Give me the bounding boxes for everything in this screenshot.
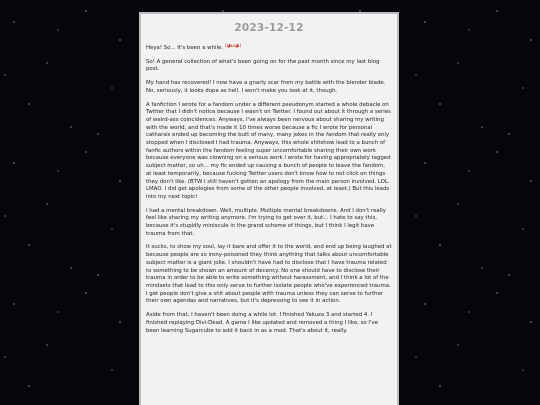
post-paragraph: It sucks, to show my soul, lay it bare and offer it to the world, and end up being laughed at because people are so irony-poisoned they think anything that talks about uncomfortable subject matter is a giant joke. I shouldn't have had to disclose that I have trauma related to something to be shown an amount of decency. No one should have to disclose their trauma in order to be able to write something without harassment, and I think a lot of the mindsets that lead to this only serve to further isolate people who've experienced trauma. I get people don't give a shit about people with trauma unless they can serve to further their own agendas and narratives, but it's depressing to see it in action. [146,244,392,305]
blog-post-panel [139,12,399,405]
post-paragraph: Aside from that, I haven't been doing a while lot. I finished Yakuza 3 and started 4. I finished replaying Divi-Dead. A game I like updated and removed a thing I like, so I've been learning Sugarcube to add it back in as a mod. That's about it, really. [146,312,378,334]
post-paragraph-text: Heya! So... It's been a while. [146,45,223,51]
post-paragraph: So! A general collection of what's been going on for the past month since my last blog post. [146,58,380,73]
post-paragraph: My hand has recovered! I now have a gnarly scar from my battle with the blender blade. No, seriously, it looks dope as hell. I won't make you look at it, though. [146,80,386,94]
post-paragraph [146,43,392,53]
post-body [146,43,392,335]
kaomoji-emote: (◕ω◕) [224,44,242,49]
post-date: 2023-12-12 [234,22,304,34]
post-paragraph: A fanfiction I wrote for a fandom under a different pseudonym started a whole debacle on Twitter that I didn't notice because I wasn't on Twitter. I found out about it through a series of weird-ass coincidences. Anyways, I've always been nervous about sharing my writing with the world, and that's made it 10 times worse because a fic I wrote for personal catharsis ended up becoming the butt of many, many jokes in the fandom that really only stopped when I disclosed I had trauma. Anyways, this whole shitshow lead to a bunch of fanfic authors within the fandom feeling super uncomfortable sharing their own work because everyone was clowning on a serious work I wrote for having appropriately tagged subject matter, so uh... my fic ended up causing a bunch of people to leave the fandom, at least temporarily, because fucking Twitter users don't know how to not click on things they don't like. (BTW I still haven't gotten an apology from the main person involved. LOL. LMAO. I did get apologies from some of the other people involved, at least.) But this leads into my next topic! [146,101,391,200]
post-paragraph: I had a mental breakdown. Well, multiple. Multiple mental breakdowns. And I don't really feel like sharing my writing anymore. I'm trying to get over it, but... I hate to say this, because it's stupidly miniscule in the grand scheme of things, but I think I legit have trauma from that. [146,207,386,237]
